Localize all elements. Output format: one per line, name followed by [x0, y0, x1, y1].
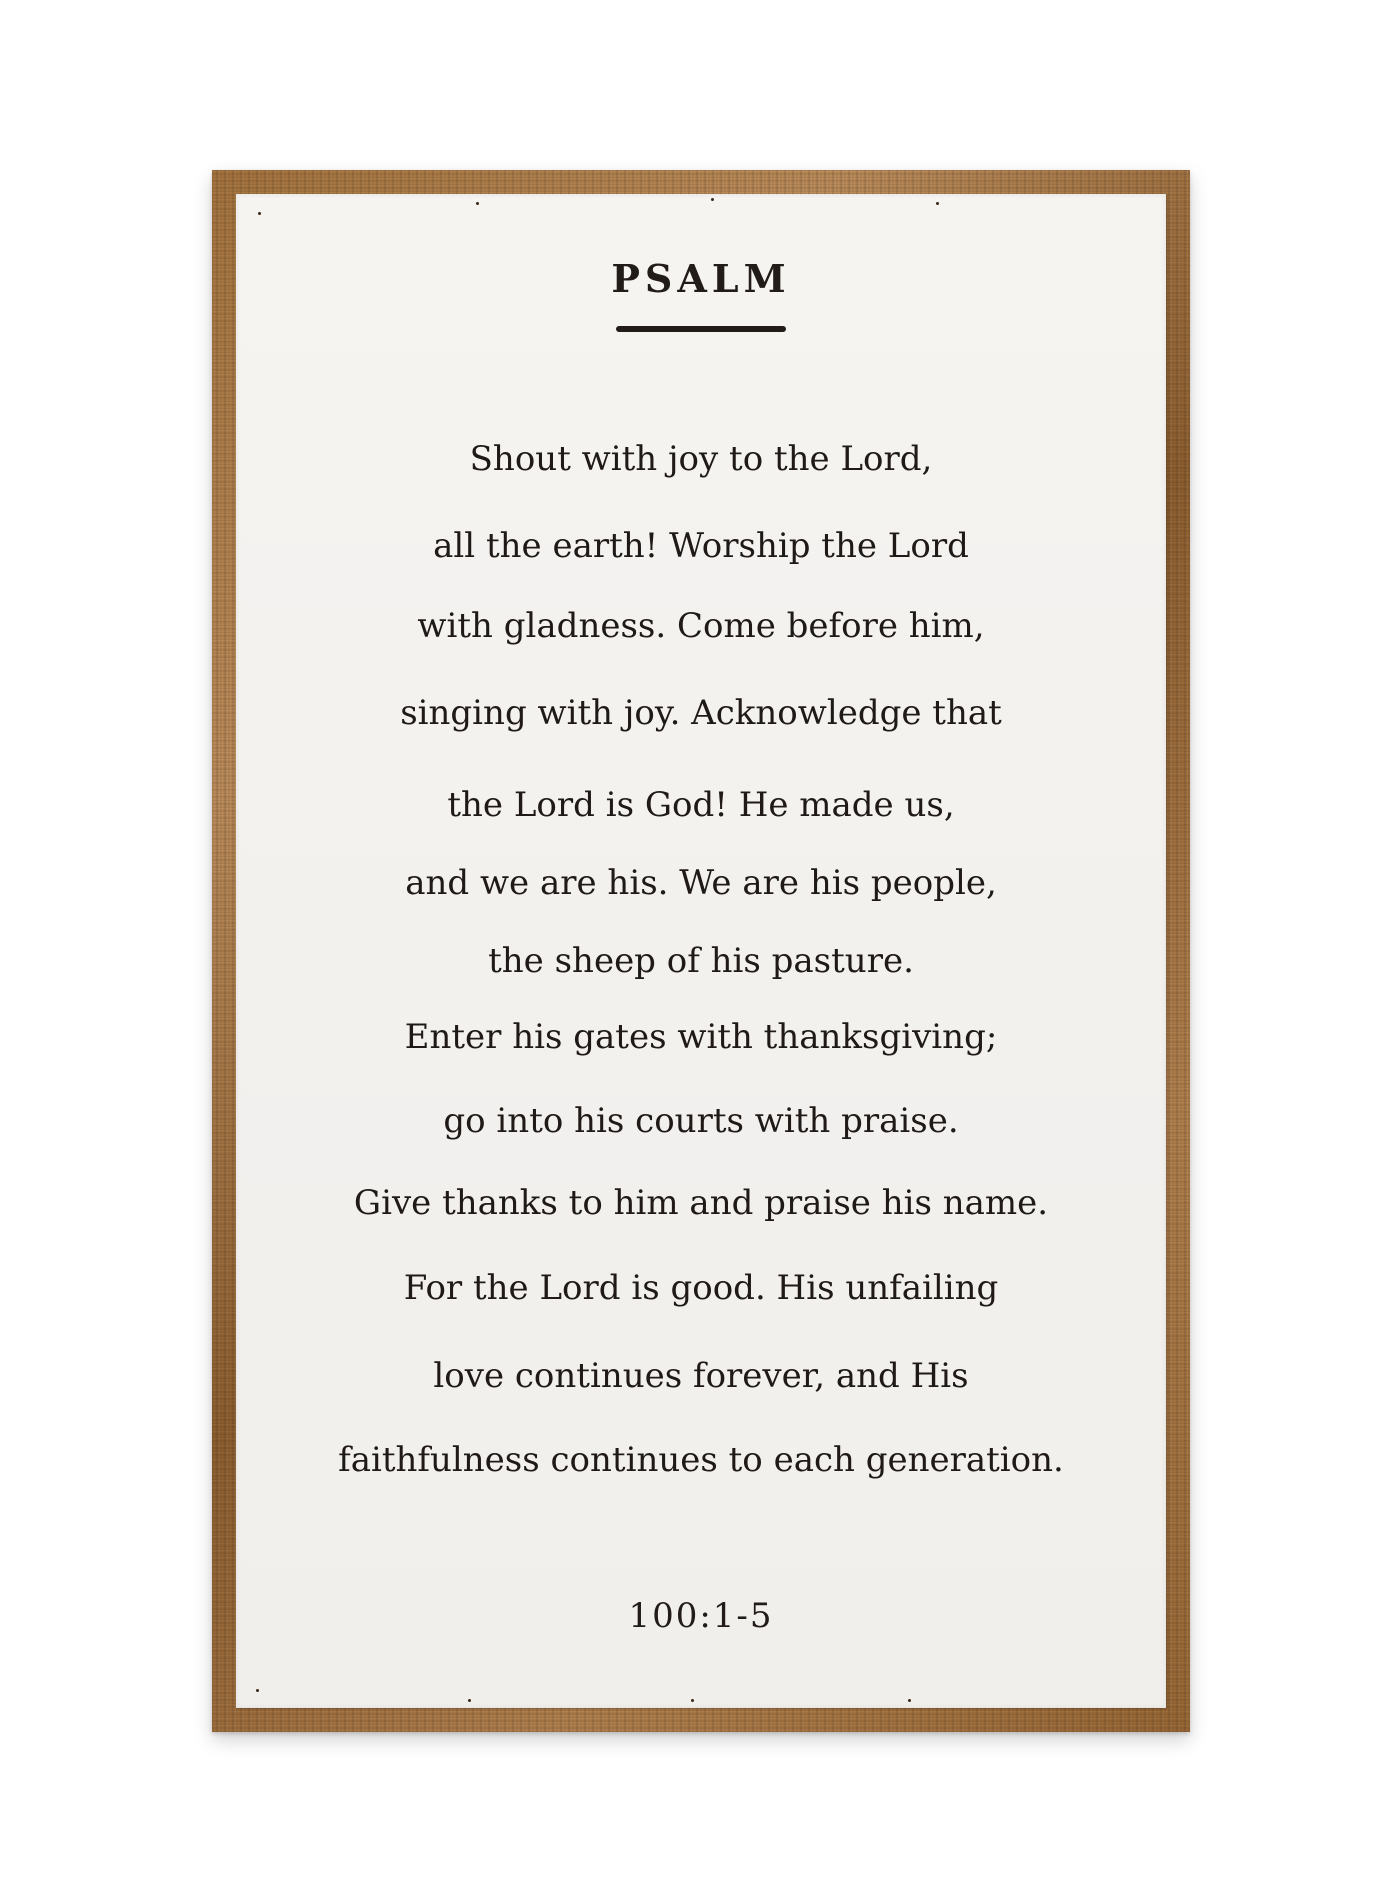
title-underline — [616, 326, 786, 332]
sign-title: PSALM — [611, 256, 791, 301]
verse-line: Enter his gates with thanksgiving; — [404, 1017, 998, 1057]
nail-head — [908, 1699, 911, 1702]
scripture-reference: 100:1-5 — [628, 1596, 774, 1636]
nail-head — [256, 1689, 259, 1692]
nail-head — [258, 212, 261, 215]
wood-frame — [212, 170, 1190, 1732]
verse-line: the Lord is God! He made us, — [447, 785, 955, 825]
nail-head — [476, 202, 479, 205]
verse-line: the sheep of his pasture. — [488, 941, 914, 981]
verse-line: go into his courts with praise. — [443, 1101, 959, 1141]
verse-line: Shout with joy to the Lord, — [469, 439, 933, 479]
nail-head — [936, 202, 939, 205]
nail-head — [691, 1699, 694, 1702]
verse-line: all the earth! Worship the Lord — [433, 526, 969, 566]
verse-line: and we are his. We are his people, — [405, 863, 997, 903]
verse-line: Give thanks to him and praise his name. — [353, 1183, 1049, 1223]
verse-line: For the Lord is good. His unfailing — [403, 1268, 999, 1308]
nail-head — [711, 198, 714, 201]
verse-line: faithfulness continues to each generation. — [338, 1440, 1064, 1480]
verse-line: love continues forever, and His — [433, 1356, 969, 1396]
verse-line: with gladness. Come before him, — [417, 606, 985, 646]
nail-head — [468, 1699, 471, 1702]
sign-panel — [236, 194, 1166, 1708]
verse-line: singing with joy. Acknowledge that — [400, 693, 1002, 733]
